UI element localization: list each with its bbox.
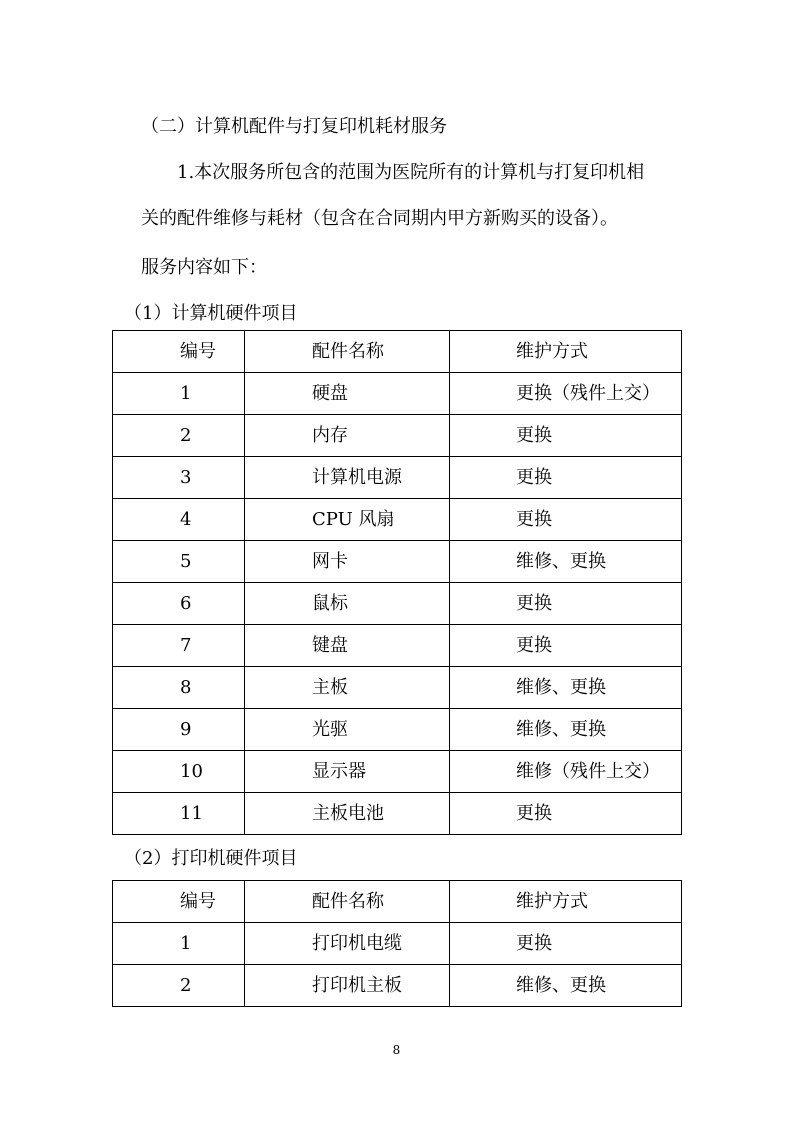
cell-maintenance: 维修、更换 bbox=[450, 667, 682, 709]
cell-number: 11 bbox=[113, 793, 245, 835]
table-row bbox=[113, 965, 682, 1007]
cell-number: 3 bbox=[113, 457, 245, 499]
header-cell-number: 编号 bbox=[113, 881, 245, 923]
table-row bbox=[113, 751, 682, 793]
table-row bbox=[113, 667, 682, 709]
cell-number: 6 bbox=[113, 583, 245, 625]
cell-number: 2 bbox=[113, 965, 245, 1007]
cell-part-name: 主板电池 bbox=[245, 793, 450, 835]
table-row bbox=[113, 541, 682, 583]
section-heading: （二）计算机配件与打复印机耗材服务 bbox=[141, 116, 447, 137]
table2-caption: （2）打印机硬件项目 bbox=[124, 848, 298, 869]
cell-maintenance: 维修、更换 bbox=[450, 965, 682, 1007]
table-header-row bbox=[113, 881, 682, 923]
cell-part-name: 显示器 bbox=[245, 751, 450, 793]
cell-maintenance: 更换 bbox=[450, 457, 682, 499]
cell-maintenance: 更换 bbox=[450, 499, 682, 541]
cell-part-name: 鼠标 bbox=[245, 583, 450, 625]
cell-maintenance: 更换 bbox=[450, 415, 682, 457]
table-row bbox=[113, 709, 682, 751]
header-cell-maintenance: 维护方式 bbox=[450, 881, 682, 923]
header-cell-part-name: 配件名称 bbox=[245, 881, 450, 923]
paragraph-line-1: 1.本次服务所包含的范围为医院所有的计算机与打复印机相 bbox=[177, 162, 645, 183]
cell-number: 5 bbox=[113, 541, 245, 583]
table-row bbox=[113, 793, 682, 835]
cell-number: 10 bbox=[113, 751, 245, 793]
header-cell-number: 编号 bbox=[113, 331, 245, 373]
printer-hardware-table bbox=[112, 880, 682, 1007]
paragraph-line-3: 服务内容如下： bbox=[141, 257, 267, 278]
cell-part-name: 主板 bbox=[245, 667, 450, 709]
cell-maintenance: 更换 bbox=[450, 625, 682, 667]
table-row bbox=[113, 373, 682, 415]
table-header-row bbox=[113, 331, 682, 373]
page-number: 8 bbox=[392, 1043, 401, 1057]
cell-part-name: 硬盘 bbox=[245, 373, 450, 415]
table-row bbox=[113, 583, 682, 625]
table-row bbox=[113, 457, 682, 499]
cell-part-name: 计算机电源 bbox=[245, 457, 450, 499]
cell-maintenance: 更换 bbox=[450, 793, 682, 835]
cell-part-name: 光驱 bbox=[245, 709, 450, 751]
cell-number: 4 bbox=[113, 499, 245, 541]
cell-maintenance: 更换（残件上交） bbox=[450, 373, 682, 415]
cell-number: 1 bbox=[113, 923, 245, 965]
table1-caption: （1）计算机硬件项目 bbox=[124, 303, 298, 324]
cell-number: 8 bbox=[113, 667, 245, 709]
header-cell-part-name: 配件名称 bbox=[245, 331, 450, 373]
cell-part-name: 网卡 bbox=[245, 541, 450, 583]
cell-number: 7 bbox=[113, 625, 245, 667]
cell-part-name: 内存 bbox=[245, 415, 450, 457]
cell-maintenance: 更换 bbox=[450, 583, 682, 625]
cell-part-name: 打印机主板 bbox=[245, 965, 450, 1007]
cell-maintenance: 维修、更换 bbox=[450, 709, 682, 751]
table-row bbox=[113, 923, 682, 965]
cell-part-name: CPU 风扇 bbox=[245, 499, 450, 541]
table-row bbox=[113, 499, 682, 541]
cell-maintenance: 维修（残件上交） bbox=[450, 751, 682, 793]
paragraph-line-2: 关的配件维修与耗材（包含在合同期内甲方新购买的设备）。 bbox=[141, 208, 618, 229]
table-row bbox=[113, 625, 682, 667]
header-cell-maintenance: 维护方式 bbox=[450, 331, 682, 373]
cell-number: 1 bbox=[113, 373, 245, 415]
cell-number: 9 bbox=[113, 709, 245, 751]
cell-maintenance: 更换 bbox=[450, 923, 682, 965]
cell-number: 2 bbox=[113, 415, 245, 457]
cell-part-name: 键盘 bbox=[245, 625, 450, 667]
cell-part-name: 打印机电缆 bbox=[245, 923, 450, 965]
table-row bbox=[113, 415, 682, 457]
computer-hardware-table bbox=[112, 330, 682, 835]
cell-maintenance: 维修、更换 bbox=[450, 541, 682, 583]
